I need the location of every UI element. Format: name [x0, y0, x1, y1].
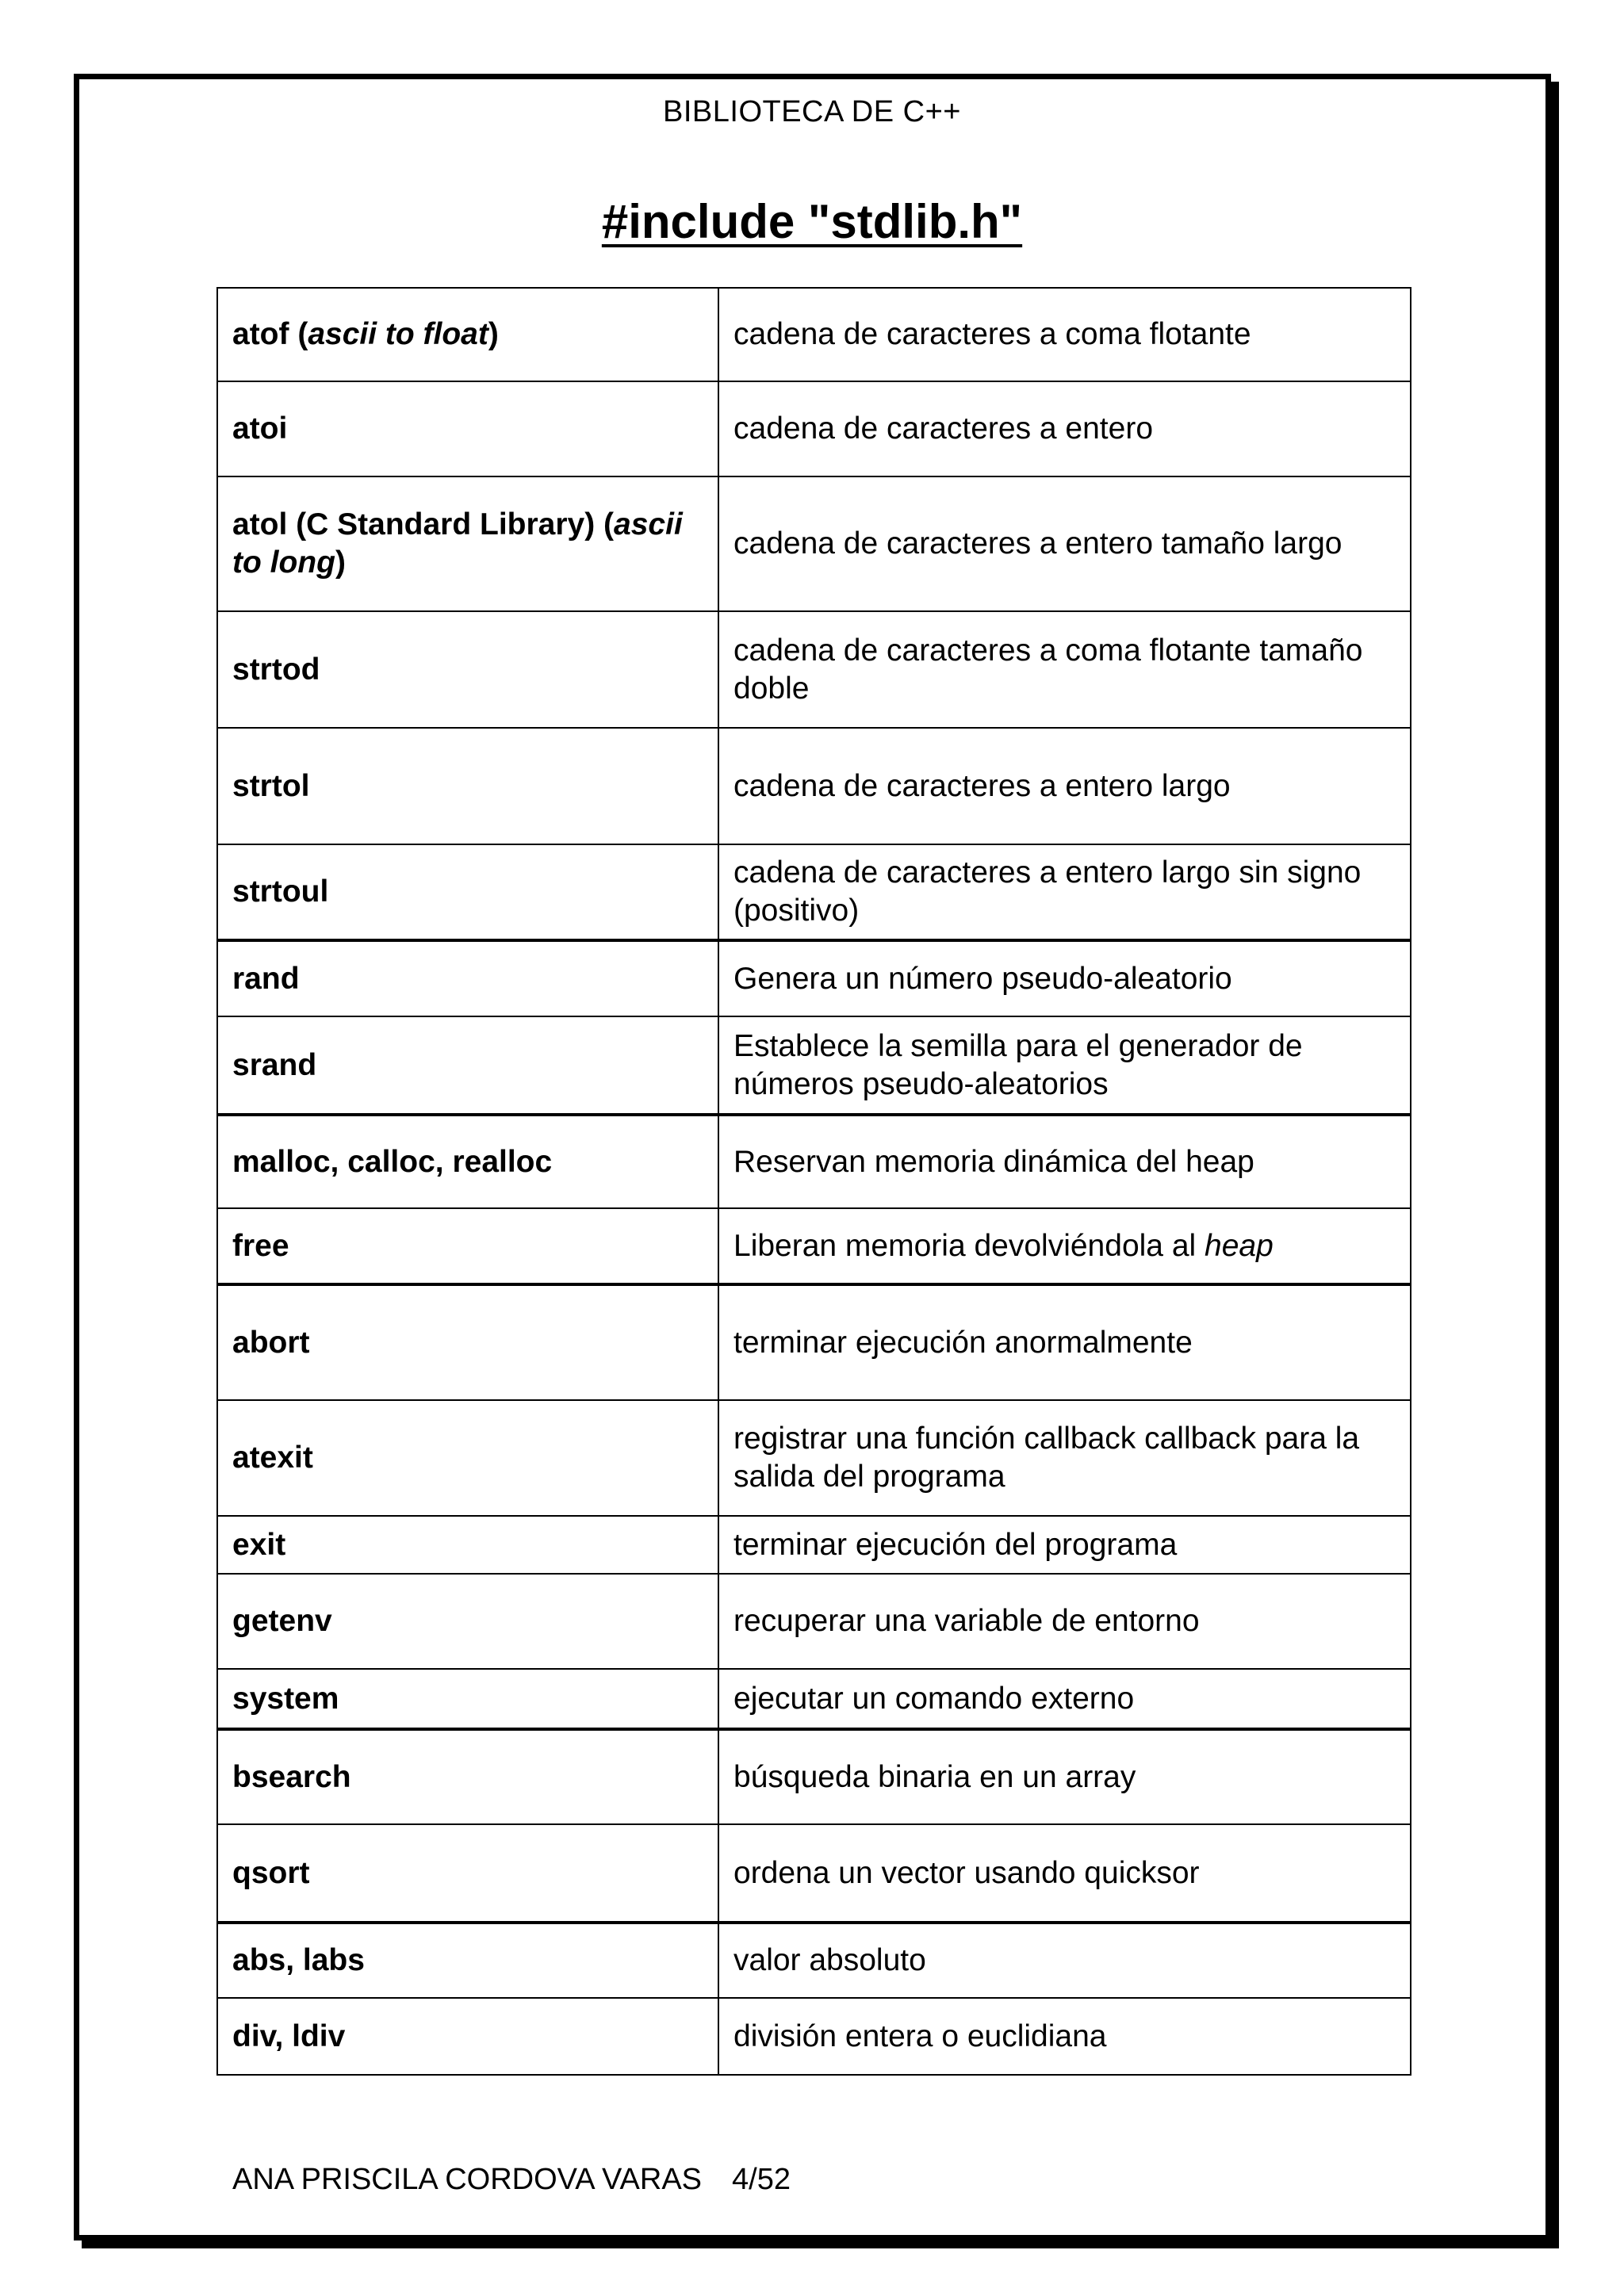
table-row	[217, 844, 1411, 940]
table-row	[217, 611, 1411, 728]
function-name: free	[217, 1208, 718, 1284]
include-title	[0, 194, 1624, 249]
table-row	[217, 940, 1411, 1016]
function-name: getenv	[217, 1574, 718, 1669]
table-row	[217, 728, 1411, 844]
function-description: terminar ejecución anormalmente	[718, 1284, 1411, 1400]
table-row	[217, 1115, 1411, 1208]
function-name: rand	[217, 940, 718, 1016]
function-name: atof (ascii to float)	[217, 288, 718, 381]
function-description: división entera o euclidiana	[718, 1998, 1411, 2075]
function-name: abort	[217, 1284, 718, 1400]
function-description: búsqueda binaria en un array	[718, 1729, 1411, 1824]
function-name: atoi	[217, 381, 718, 476]
function-description: Genera un número pseudo-aleatorio	[718, 940, 1411, 1016]
table-row	[217, 1729, 1411, 1824]
function-description: cadena de caracteres a entero largo sin signo (positivo)	[718, 844, 1411, 940]
function-name: abs, labs	[217, 1923, 718, 1998]
function-description: valor absoluto	[718, 1923, 1411, 1998]
table-row	[217, 1998, 1411, 2075]
table-row	[217, 1669, 1411, 1729]
table-row	[217, 1400, 1411, 1516]
function-name: malloc, calloc, realloc	[217, 1115, 718, 1208]
function-description: ejecutar un comando externo	[718, 1669, 1411, 1729]
function-name: system	[217, 1669, 718, 1729]
function-description: ordena un vector usando quicksor	[718, 1824, 1411, 1923]
table-row	[217, 1016, 1411, 1115]
function-name: srand	[217, 1016, 718, 1115]
table-row	[217, 1284, 1411, 1400]
table-row	[217, 1923, 1411, 1998]
function-name: strtod	[217, 611, 718, 728]
table-row	[217, 1574, 1411, 1669]
footer	[232, 2163, 791, 2197]
function-description: registrar una función callback callback para la salida del programa	[718, 1400, 1411, 1516]
function-name: div, ldiv	[217, 1998, 718, 2075]
page-number: 4/52	[732, 2163, 791, 2196]
function-name: bsearch	[217, 1729, 718, 1824]
footer-author: ANA PRISCILA CORDOVA VARAS	[232, 2163, 703, 2196]
function-description: Liberan memoria devolviéndola al heap	[718, 1208, 1411, 1284]
table-row	[217, 381, 1411, 476]
table-row	[217, 476, 1411, 611]
function-description: cadena de caracteres a coma flotante	[718, 288, 1411, 381]
function-description: Establece la semilla para el generador de números pseudo-aleatorios	[718, 1016, 1411, 1115]
function-name: strtol	[217, 728, 718, 844]
function-description: cadena de caracteres a entero tamaño largo	[718, 476, 1411, 611]
function-description: recuperar una variable de entorno	[718, 1574, 1411, 1669]
function-description: Reservan memoria dinámica del heap	[718, 1115, 1411, 1208]
table-row	[217, 1516, 1411, 1574]
table-row	[217, 1824, 1411, 1923]
function-description: cadena de caracteres a coma flotante tamaño doble	[718, 611, 1411, 728]
table-row	[217, 288, 1411, 381]
table-row	[217, 1208, 1411, 1284]
function-description: cadena de caracteres a entero	[718, 381, 1411, 476]
library-title: BIBLIOTECA DE C++	[663, 95, 961, 128]
include-title-text: #include "stdlib.h"	[601, 195, 1023, 248]
functions-table	[216, 287, 1411, 2076]
function-name: strtoul	[217, 844, 718, 940]
function-name: atol (C Standard Library) (ascii to long)	[217, 476, 718, 611]
function-name: exit	[217, 1516, 718, 1574]
function-name: qsort	[217, 1824, 718, 1923]
function-description: terminar ejecución del programa	[718, 1516, 1411, 1574]
function-name: atexit	[217, 1400, 718, 1516]
function-description: cadena de caracteres a entero largo	[718, 728, 1411, 844]
